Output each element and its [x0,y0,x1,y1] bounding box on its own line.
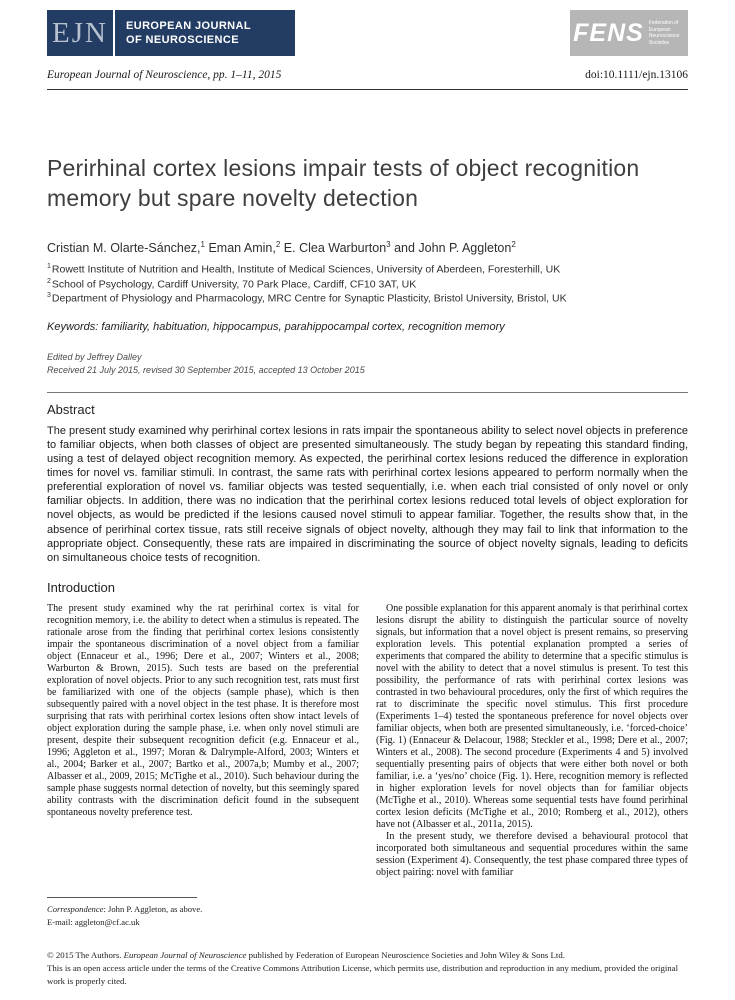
author-line [47,240,688,255]
affiliation-text: Rowett Institute of Nutrition and Health, Institute of Medical Sciences, University of Aberdeen, Foresterhill, UK [51,263,561,276]
correspondence-block [47,897,359,929]
affiliation-text: Department of Physiology and Pharmacology, MRC Centre for Synaptic Plasticity, Bristol University, Bristol, UK [51,292,567,305]
affiliation-line [47,277,688,292]
email-line [47,916,359,929]
edited-by-line: Edited by Jeffrey Dalley [47,351,142,362]
affiliations [47,262,688,306]
affiliation-sup: 2 [47,277,51,285]
introduction-heading: Introduction [47,579,115,595]
received-dates-line: Received 21 July 2015, revised 30 September 2015, accepted 13 October 2015 [47,365,365,376]
keywords-line [47,321,688,333]
author-name: E. Clea Warburton [280,240,387,255]
doi-text[interactable]: doi:10.1111/ejn.13106 [585,69,688,81]
author-name: Cristian M. Olarte-Sánchez, [47,240,201,255]
journal-citation: European Journal of Neuroscience, pp. 1–11, 2015 [47,69,282,81]
correspondence-rule [47,897,197,898]
email-label: E-mail: [47,916,75,927]
copyright-journal-name: European Journal of Neuroscience [123,950,247,960]
abstract-heading: Abstract [47,401,95,417]
author-name: and John P. Aggleton [390,240,512,255]
body-paragraph: One possible explanation for this apparent anomaly is that perirhinal cortex lesions disrupt the ability to distinguish the particular source of novelty signals, but information that a novel object is present remains, so preserving exploration levels. This potential explanation prompted a series of experiments that compared the ability to determine that a specific stimulus is novel with the ability to detect that a novel stimulus is present. To test this possibility, the performance of rats with perirhinal cortex lesions was contrasted in two behavioural procedures, only the first of which requires the rat to discriminate the specific novel stimulus. This first procedure (Experiments 1–4) tested the spontaneous preference for novel objects over familiar objects, when both are presented simultaneously, i.e. ‘forced-choice’ (Fig. 1) (Ennaceur & Delacour, 1988; Steckler et al., 1998; Dere et al., 2007; Winters et al., 2008). The second procedure (Experiments 4 and 5) involved sequentially presenting pairs of objects that were either both novel or both familiar, i.e. a ‘yes/no’ choice (Fig. 1). Here, recognition memory is reflected in higher exploration levels for novel objects than for familiar objects (McTighe et al., 2010). Whereas some sequential tests have found perirhinal cortex lesion deficits (McTighe et al., 2010; Romberg et al., 2012), others have not (Albasser et al., 2011a, 2015). [376,602,688,830]
right-column [376,603,688,879]
journal-name-line1: EUROPEAN JOURNAL [126,19,251,32]
author-affil-sup: 1 [200,239,205,249]
author-affil-sup: 2 [511,239,516,249]
fens-logo [570,10,688,56]
license-line: This is an open access article under the terms of the Creative Commons Attribution License, which permits use, distribution and reproduction in any medium, provided the original work is properly cited. [47,962,679,986]
fens-logo-subtext: Federation of European Neuroscience Societies [648,20,680,46]
author-affil-sup: 2 [275,239,281,249]
editorial-meta [47,351,688,378]
author-name: Eman Amin, [204,240,276,255]
copyright-footer [47,949,688,987]
copyright-text-c: published by Federation of European Neuroscience Societies and John Wiley & Sons Ltd. [246,950,565,960]
keywords-list: familiarity, habituation, hippocampus, parahippocampal cortex, recognition memory [101,320,505,333]
affiliation-sup: 1 [47,262,51,270]
copyright-text-a: © 2015 The Authors. [47,950,124,960]
affiliation-sup: 3 [47,292,51,300]
correspondence-text: : John P. Aggleton, as above. [103,904,203,914]
correspondence-line [47,903,359,916]
author-affil-sup: 3 [386,239,391,249]
copyright-line [47,949,688,962]
ejn-logo-text: EJN [52,16,108,49]
fens-logo-text: FENS [573,18,644,47]
journal-name-line2: OF NEUROSCIENCE [126,34,239,46]
affiliation-text: School of Psychology, Cardiff University, 70 Park Place, Cardiff, CF10 3AT, UK [51,278,417,291]
affiliation-line [47,262,688,277]
email-address[interactable]: aggleton@cf.ac.uk [74,916,140,927]
citation-row [47,69,688,81]
introduction-section [47,580,688,879]
left-column [47,603,359,879]
keywords-label: Keywords: [47,320,99,333]
body-paragraph: In the present study, we therefore devised a behavioural protocol that incorporated both simultaneous and sequential procedures within the same session (Experiment 4). Consequently, the test phase compared three types of object pairing: novel with familiar [376,830,688,878]
masthead-spacer [295,10,570,56]
correspondence-label: Correspondence [47,904,104,914]
abstract-text: The present study examined why perirhinal cortex lesions in rats impair the spontaneous ability to select novel objects in preference to familiar objects, when both classes of object are presented simultaneously. The study began by repeating this standard finding, using a test of delayed object recognition memory. As expected, the perirhinal cortex lesions reduced the difference in exploration times for novel vs. familiar stimuli. In contrast, the same rats with perirhinal cortex lesions appeared to perform normally when the preferential exploration of novel vs. familiar objects was tested sequentially, i.e. when each trial consisted of only novel or only familiar objects. In addition, there was no indication that the perirhinal cortex lesions reduced total levels of object exploration for novel objects, as would be predicted if the lesions caused novel stimuli to appear familiar. Together, the results show that, in the absence of perirhinal cortex tissue, rats still receive signals of object novelty, although they may fail to link that information to the appropriate object. Consequently, these rats are impaired in discriminating the source of object novelty signals, leading to deficits on simultaneous choice tests of recognition. [47,424,688,564]
ejn-logo [47,10,113,56]
journal-name-banner [115,10,295,56]
article-title: Perirhinal cortex lesions impair tests of object recognition memory but spare novelty detection [47,155,640,211]
header-rule [47,89,688,90]
masthead [47,10,688,56]
abstract-section [47,392,688,565]
body-paragraph: The present study examined why the rat perirhinal cortex is vital for recognition memory, i.e. the ability to detect when a stimulus is repeated. The rationale arose from the finding that perirhinal cortex lesions consistently impair the spontaneous discrimination of a novel object from a familiar object (Ennaceur et al., 1996; Dere et al., 2007; Winters et al., 2008; Warburton & Brown, 2015). Such tests are based on the preferential exploration of novel objects. Prior to any such recognition test, rats must first be familiarized with one of the objects (sample phase), which is then subsequently paired with a novel object in the test phase. It is therefore most surprising that rats with perirhinal cortex lesions often show intact levels of object exploration during the sample phase, i.e. when only novel stimuli are present, despite their subsequent recognition deficit (e.g. Ennaceur et al., 1996; Aggleton et al., 1997; Moran & Dalrymple-Alford, 2003; Winters et al., 2004; Barker et al., 2007; Bartko et al., 2007a,b; Mumby et al., 2007; Albasser et al., 2009, 2015; McTighe et al., 2010). Such behaviour during the sample phase suggests normal detection of novelty, but this seemingly spared ability contrasts with the discrimination deficit found in the subsequent spontaneous novelty preference test. [47,602,359,818]
affiliation-line [47,291,688,306]
two-column-body [47,603,688,879]
